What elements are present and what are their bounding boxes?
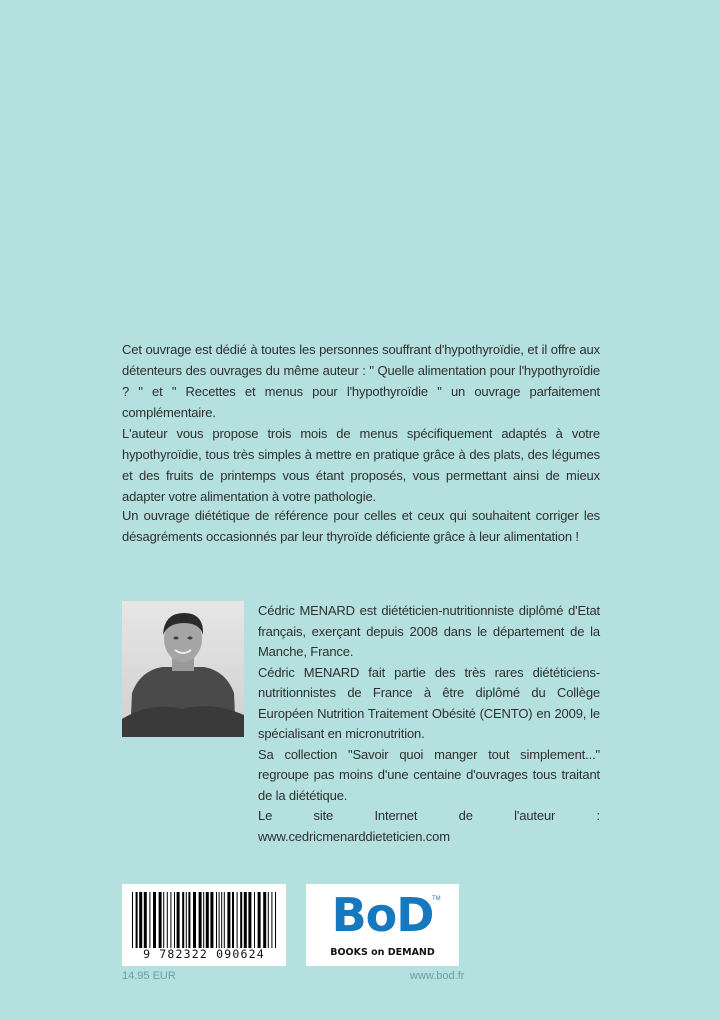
- author-bio: [258, 601, 600, 847]
- isbn-number: 9 782322 090624: [143, 947, 265, 961]
- trademark-mark: TM: [432, 896, 441, 902]
- author-bio-line: Cédric MENARD est diététicien-nutritionniste diplômé d'Etat français, exerçant depuis 2008 dans le département de la Manche, France.: [258, 603, 600, 659]
- author-photo: [122, 601, 244, 737]
- description-paragraph-2: L'auteur vous propose trois mois de menus spécifiquement adaptés à votre hypothyroïdie, tous très simples à mettre en pratique grâce à des plats, des légumes et des fruits de printemps vous étant proposés, vous permettant ainsi de mieux adapter votre alimentation à votre pathologie.: [122, 426, 600, 504]
- publisher-logo: [306, 884, 459, 966]
- author-bio-line: Cédric MENARD fait partie des très rares diététiciens-nutritionnistes de France à être diplômé du Collège Européen Nutrition Traitement Obésité (CENTO) en 2009, le spécialisant en micronutrition.: [258, 664, 600, 741]
- author-bio-line: Sa collection "Savoir quoi manger tout simplement..." regroupe pas moins d'une centaine d'ouvrages tous traitant de la diététique.: [258, 746, 600, 803]
- author-website: Le site Internet de l'auteur : www.cedricmenarddieteticien.com: [258, 808, 600, 844]
- price-label: 14.95 EUR: [122, 970, 176, 982]
- barcode-bars: [130, 892, 278, 948]
- publisher-tagline: BOOKS on DEMAND: [330, 947, 435, 958]
- isbn-barcode: [122, 884, 286, 966]
- description-paragraph-1: Cet ouvrage est dédié à toutes les personnes souffrant d'hypothyroïdie, et il offre aux détenteurs des ouvrages du même auteur : " Quelle alimentation pour l'hypothyroïdie ? " et " Recettes et menus pour l'hypothyroïdie " un ouvrage parfaitement complémentaire.: [122, 342, 600, 420]
- bod-logo-text: BoD: [331, 888, 434, 942]
- publisher-website: www.bod.fr: [410, 970, 465, 982]
- description-paragraph-3: Un ouvrage diététique de référence pour celles et ceux qui souhaitent corriger les désagréments occasionnés par leur thyroïde déficiente grâce à leur alimentation !: [122, 508, 600, 544]
